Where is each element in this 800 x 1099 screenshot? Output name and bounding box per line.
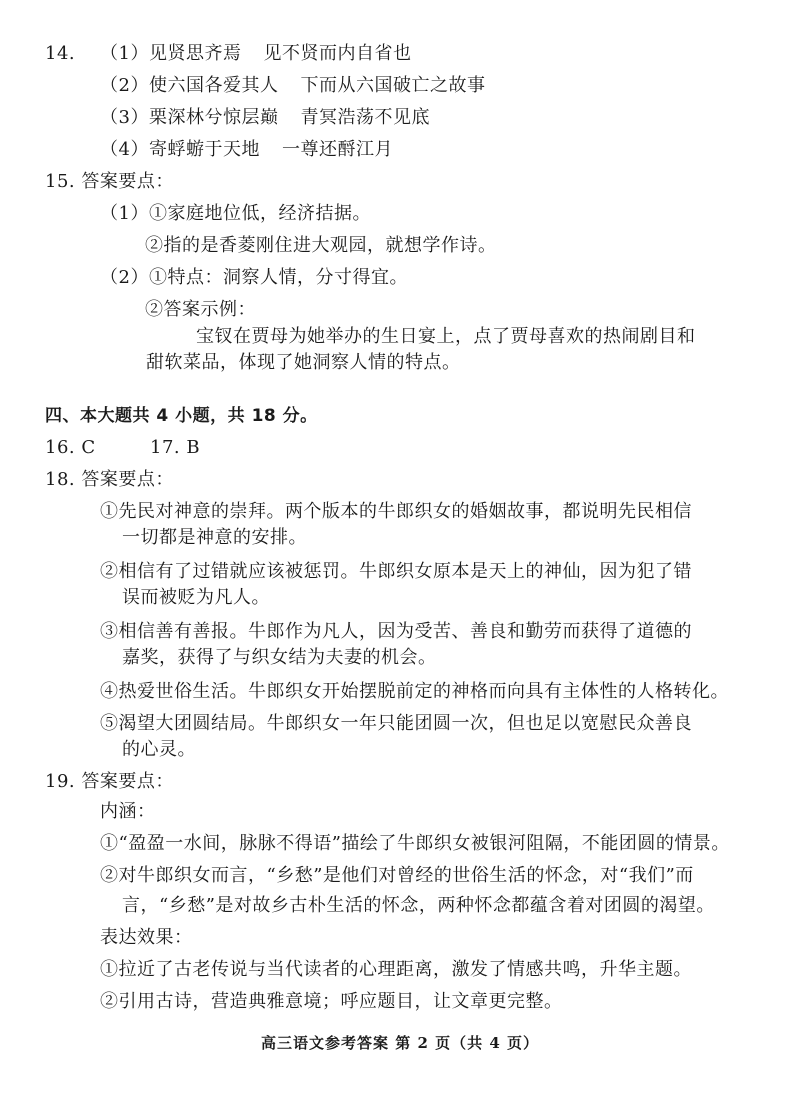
q15-heading: 15. 答案要点：: [45, 171, 174, 192]
q19-meaning-2-line-1: ②对牛郎织女而言，“乡愁”是他们对曾经的世俗生活的怀念，对“我们”而: [100, 865, 694, 886]
q15-part2-b: ②答案示例：: [145, 299, 256, 320]
q14-item-part1: 使六国各爱其人: [148, 75, 279, 96]
page-footer: 高三语文参考答案 第 2 页（共 4 页）: [261, 1034, 539, 1052]
q14-item-part2: 一尊还酹江月: [281, 139, 393, 160]
q15-example-line-2: 甜软菜品，体现了她洞察人情的特点。: [146, 352, 461, 373]
q15-answer-text: ①家庭地位低，经济拮据。: [148, 203, 371, 224]
q19-effect-1: ①拉近了古老传说与当代读者的心理距离，激发了情感共鸣，升华主题。: [100, 959, 692, 980]
q14-item-part1: 寄蜉蝣于天地: [148, 139, 260, 160]
q14-item-3: [100, 106, 430, 130]
q19-meaning-label: 内涵：: [100, 801, 156, 822]
q15-part-label: （2）: [100, 267, 149, 288]
q14-item-label: （2）: [100, 75, 149, 96]
q18-line: ②相信有了过错就应该被惩罚。牛郎织女原本是天上的神仙，因为犯了错: [100, 561, 692, 582]
q16-answer: 16. C: [45, 437, 96, 458]
q19-meaning-1: ①“盈盈一水间，脉脉不得语”描绘了牛郎织女被银河阻隔，不能团圆的情景。: [100, 833, 730, 854]
q19-effect-label: 表达效果：: [100, 927, 193, 948]
section-4-title: 四、本大题共 4 小题，共 18 分。: [45, 406, 318, 426]
q15-part-label: （1）: [100, 203, 149, 224]
q18-line: ③相信善有善报。牛郎作为凡人，因为受苦、善良和勤劳而获得了道德的: [100, 621, 692, 642]
q18-line: 嘉奖，获得了与织女结为夫妻的机会。: [122, 647, 437, 668]
q18-line: ④热爱世俗生活。牛郎织女开始摆脱前定的神格而向具有主体性的人格转化。: [100, 681, 729, 702]
q14-item-label: （4）: [100, 139, 149, 160]
q17-answer: 17. B: [150, 437, 201, 458]
q18-line: ⑤渴望大团圆结局。牛郎织女一年只能团圆一次，但也足以宽慰民众善良: [100, 713, 692, 734]
q14-item-1: [100, 42, 411, 66]
q15-part1-a: [100, 202, 371, 226]
q19-meaning-2-line-2: 言，“乡愁”是对故乡古朴生活的怀念，两种怀念都蕴含着对团圆的渴望。: [122, 895, 715, 916]
q19-effect-2: ②引用古诗，营造典雅意境；呼应题目，让文章更完整。: [100, 991, 563, 1012]
q18-line: ①先民对神意的崇拜。两个版本的牛郎织女的婚姻故事，都说明先民相信: [100, 501, 692, 522]
q14-item-2: [100, 74, 485, 98]
q14-item-4: [100, 138, 393, 162]
q14-item-label: （1）: [100, 43, 149, 64]
q18-line: 一切都是神意的安排。: [122, 527, 307, 548]
q14-item-part2: 下而从六国破亡之故事: [300, 75, 486, 96]
q19-heading: 19. 答案要点：: [45, 771, 174, 792]
q15-example-line-1: 宝钗在贾母为她举办的生日宴上，点了贾母喜欢的热闹剧目和: [196, 326, 696, 347]
q14-number: 14.: [45, 43, 76, 64]
q14-item-label: （3）: [100, 107, 149, 128]
q14-item-part1: 见贤思齐焉: [148, 43, 242, 64]
q15-part2-a: [100, 266, 408, 290]
q14-item-part2: 青冥浩荡不见底: [300, 107, 430, 128]
q18-heading: 18. 答案要点：: [45, 469, 174, 490]
q14-item-part2: 见不贤而内自省也: [263, 43, 412, 64]
q15-answer-text: ①特点：洞察人情，分寸得宜。: [148, 267, 408, 288]
q18-line: 的心灵。: [122, 739, 196, 760]
q15-part1-b: ②指的是香菱刚住进大观园，就想学作诗。: [145, 235, 497, 256]
q14-item-part1: 栗深林兮惊层巅: [148, 107, 279, 128]
q18-line: 误而被贬为凡人。: [122, 587, 270, 608]
